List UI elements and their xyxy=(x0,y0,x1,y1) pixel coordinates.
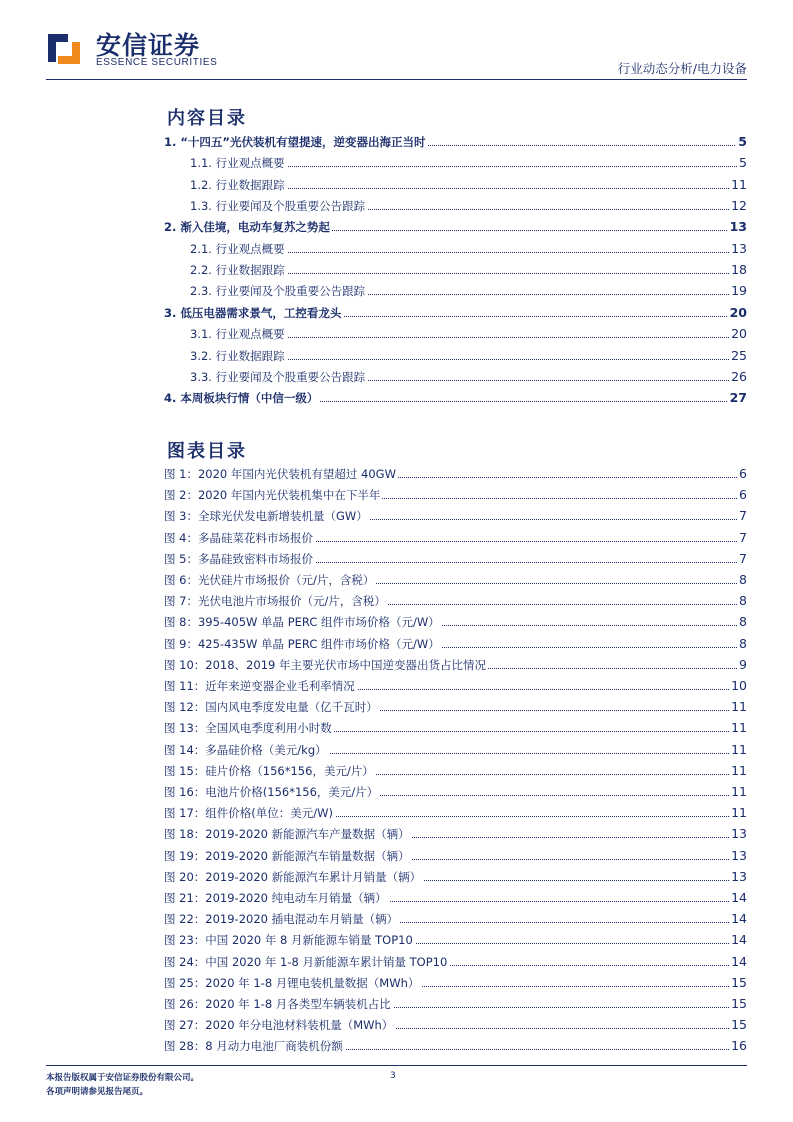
entry-page-number: 18 xyxy=(731,262,747,278)
figure-entry[interactable] xyxy=(0,592,793,610)
entry-label: 图 18：2019-2020 新能源汽车产量数据（辆） xyxy=(164,827,410,842)
entry-label: 2.1. 行业观点概要 xyxy=(190,241,285,256)
entry-page-number: 13 xyxy=(729,219,747,235)
entry-label: 1.2. 行业数据跟踪 xyxy=(190,177,285,192)
entry-page-number: 12 xyxy=(731,198,747,214)
figure-entry[interactable] xyxy=(0,550,793,568)
entry-label: 图 2：2020 年国内光伏装机集中在下半年 xyxy=(164,488,381,503)
entry-page-number: 11 xyxy=(731,720,747,736)
toc-entry-section[interactable] xyxy=(0,176,793,194)
footer-copyright: 本报告版权属于安信证券股份有限公司。 xyxy=(46,1073,200,1083)
entry-label: 图 25：2020 年 1-8 月锂电装机量数据（MWh） xyxy=(164,975,420,990)
entry-page-number: 25 xyxy=(731,347,747,363)
figure-entry[interactable] xyxy=(0,677,793,695)
page-header xyxy=(0,0,793,82)
entry-page-number: 19 xyxy=(731,283,747,299)
figure-entry[interactable] xyxy=(0,910,793,928)
toc-entry-chapter[interactable] xyxy=(0,389,793,407)
figure-entry[interactable] xyxy=(0,486,793,504)
figure-entry[interactable] xyxy=(0,741,793,759)
toc-entry-section[interactable] xyxy=(0,154,793,172)
entry-label: 图 14：多晶硅价格（美元/kg） xyxy=(164,742,327,757)
entry-label: 图 12：国内风电季度发电量（亿千瓦时） xyxy=(164,700,378,715)
figure-entry[interactable] xyxy=(0,656,793,674)
entry-page-number: 14 xyxy=(731,953,747,969)
entry-label: 3.3. 行业要闻及个股重要公告跟踪 xyxy=(190,369,366,384)
figure-entry[interactable] xyxy=(0,762,793,780)
entry-label: 图 22：2019-2020 插电混动车月销量（辆） xyxy=(164,912,399,927)
figure-entry[interactable] xyxy=(0,804,793,822)
entry-label: 图 1：2020 年国内光伏装机有望超过 40GW xyxy=(164,467,396,481)
entry-label: 图 27：2020 年分电池材料装机量（MWh） xyxy=(164,1018,394,1033)
figure-list-title: 图表目录 xyxy=(167,441,247,462)
entry-page-number: 6 xyxy=(739,466,747,481)
entry-page-number: 7 xyxy=(739,508,747,524)
toc-entry-section[interactable] xyxy=(0,261,793,279)
toc-entry-section[interactable] xyxy=(0,325,793,343)
entry-page-number: 27 xyxy=(729,390,747,406)
entry-page-number: 14 xyxy=(731,932,747,948)
figure-entry[interactable] xyxy=(0,465,793,483)
entry-label: 1.3. 行业要闻及个股重要公告跟踪 xyxy=(190,199,366,214)
entry-label: 3.2. 行业数据跟踪 xyxy=(190,348,285,363)
entry-label: 1. “十四五”光伏装机有望提速，逆变器出海正当时 xyxy=(164,135,426,149)
entry-page-number: 8 xyxy=(739,614,747,630)
toc-entry-chapter[interactable] xyxy=(0,218,793,236)
entry-page-number: 8 xyxy=(739,635,747,651)
entry-label: 图 26：2020 年 1-8 月各类型车辆装机占比 xyxy=(164,997,391,1011)
figure-entry[interactable] xyxy=(0,1037,793,1055)
entry-page-number: 11 xyxy=(731,784,747,799)
toc-entry-section[interactable] xyxy=(0,368,793,386)
figure-entry[interactable] xyxy=(0,719,793,737)
entry-page-number: 16 xyxy=(731,1038,747,1054)
entry-page-number: 14 xyxy=(731,911,747,927)
entry-page-number: 20 xyxy=(731,326,747,342)
entry-page-number: 5 xyxy=(738,134,747,149)
entry-label: 图 23：中国 2020 年 8 月新能源车销量 TOP10 xyxy=(164,933,413,948)
toc-entry-chapter[interactable] xyxy=(0,304,793,322)
entry-label: 图 19：2019-2020 新能源汽车销量数据（辆） xyxy=(164,848,410,863)
entry-page-number: 26 xyxy=(731,368,747,384)
entry-label: 图 10：2018、2019 年主要光伏市场中国逆变器出货占比情况 xyxy=(164,657,486,672)
entry-label: 图 4：多晶硅菜花料市场报价 xyxy=(164,530,313,545)
entry-page-number: 5 xyxy=(739,155,747,171)
entry-page-number: 15 xyxy=(731,974,747,990)
report-category: 行业动态分析/电力设备 xyxy=(617,61,747,76)
page-number: 3 xyxy=(390,1071,396,1081)
footer-divider xyxy=(46,1065,747,1066)
figure-entry[interactable] xyxy=(0,889,793,907)
toc-entry-section[interactable] xyxy=(0,282,793,300)
entry-page-number: 9 xyxy=(739,656,747,672)
entry-label: 图 21：2019-2020 纯电动车月销量（辆） xyxy=(164,891,387,905)
entry-label: 图 7：光伏电池片市场报价（元/片，含税） xyxy=(164,594,386,609)
figure-entry[interactable] xyxy=(0,868,793,886)
figure-entry[interactable] xyxy=(0,995,793,1013)
entry-label: 3.1. 行业观点概要 xyxy=(190,327,285,342)
toc-title: 内容目录 xyxy=(167,108,247,129)
entry-page-number: 8 xyxy=(739,572,747,587)
entry-page-number: 13 xyxy=(731,240,747,256)
entry-label: 3. 低压电器需求景气，工控看龙头 xyxy=(164,305,342,320)
entry-page-number: 20 xyxy=(729,304,747,320)
entry-label: 图 16：电池片价格(156*156，美元/片） xyxy=(164,785,379,799)
entry-label: 4. 本周板块行情（中信一级） xyxy=(164,391,319,406)
figure-entry[interactable] xyxy=(0,825,793,843)
entry-page-number: 7 xyxy=(739,529,747,545)
brand-name-cn: 安信证券 xyxy=(96,31,201,60)
figure-entry[interactable] xyxy=(0,529,793,547)
figure-entry[interactable] xyxy=(0,698,793,716)
entry-label: 图 11：近年来逆变器企业毛利率情况 xyxy=(164,679,355,693)
entry-label: 图 5：多晶硅致密料市场报价 xyxy=(164,551,313,566)
entry-page-number: 13 xyxy=(731,868,747,884)
essence-logo-icon xyxy=(46,30,82,66)
figure-entry[interactable] xyxy=(0,953,793,971)
entry-page-number: 7 xyxy=(739,550,747,566)
figure-entry[interactable] xyxy=(0,571,793,589)
entry-page-number: 11 xyxy=(731,699,747,715)
entry-label: 2.2. 行业数据跟踪 xyxy=(190,263,285,278)
entry-page-number: 15 xyxy=(731,1017,747,1033)
toc-entry-chapter[interactable] xyxy=(0,133,793,151)
entry-page-number: 14 xyxy=(731,890,747,905)
entry-page-number: 11 xyxy=(731,805,747,821)
figure-entry[interactable] xyxy=(0,847,793,865)
figure-entry[interactable] xyxy=(0,613,793,631)
entry-label: 1.1. 行业观点概要 xyxy=(190,156,285,171)
figure-entry[interactable] xyxy=(0,1016,793,1034)
figure-entry[interactable] xyxy=(0,783,793,801)
entry-label: 图 3：全球光伏发电新增装机量（GW） xyxy=(164,509,368,524)
figure-entry[interactable] xyxy=(0,507,793,525)
entry-label: 图 20：2019-2020 新能源汽车累计月销量（辆） xyxy=(164,869,422,884)
entry-label: 图 6：光伏硅片市场报价（元/片，含税） xyxy=(164,573,375,587)
toc-entry-section[interactable] xyxy=(0,347,793,365)
entry-label: 图 28：8 月动力电池厂商装机份额 xyxy=(164,1039,343,1054)
entry-label: 图 8：395-405W 单晶 PERC 组件市场价格（元/W） xyxy=(164,615,440,630)
entry-page-number: 11 xyxy=(731,762,747,778)
entry-page-number: 11 xyxy=(731,176,747,192)
entry-page-number: 11 xyxy=(731,741,747,757)
entry-label: 图 13：全国风电季度利用小时数 xyxy=(164,721,332,736)
entry-label: 2.3. 行业要闻及个股重要公告跟踪 xyxy=(190,284,366,299)
toc-entry-section[interactable] xyxy=(0,240,793,258)
entry-page-number: 10 xyxy=(731,678,747,693)
figure-entry[interactable] xyxy=(0,974,793,992)
brand-name-en: ESSENCE SECURITIES xyxy=(96,57,218,68)
figure-entry[interactable] xyxy=(0,931,793,949)
entry-page-number: 15 xyxy=(731,996,747,1011)
entry-label: 2. 渐入佳境，电动车复苏之势起 xyxy=(164,220,330,235)
entry-page-number: 13 xyxy=(731,847,747,863)
toc-entry-section[interactable] xyxy=(0,197,793,215)
entry-page-number: 6 xyxy=(739,487,747,503)
entry-label: 图 24：中国 2020 年 1-8 月新能源车累计销量 TOP10 xyxy=(164,954,448,969)
figure-entry[interactable] xyxy=(0,635,793,653)
footer-disclaimer: 各项声明请参见报告尾页。 xyxy=(46,1087,149,1097)
entry-label: 图 17：组件价格(单位：美元/W) xyxy=(164,806,334,821)
entry-page-number: 13 xyxy=(731,826,747,842)
entry-label: 图 15：硅片价格（156*156，美元/片） xyxy=(164,763,374,778)
entry-label: 图 9：425-435W 单晶 PERC 组件市场价格（元/W） xyxy=(164,636,440,651)
entry-page-number: 8 xyxy=(739,593,747,609)
header-divider xyxy=(46,79,747,80)
